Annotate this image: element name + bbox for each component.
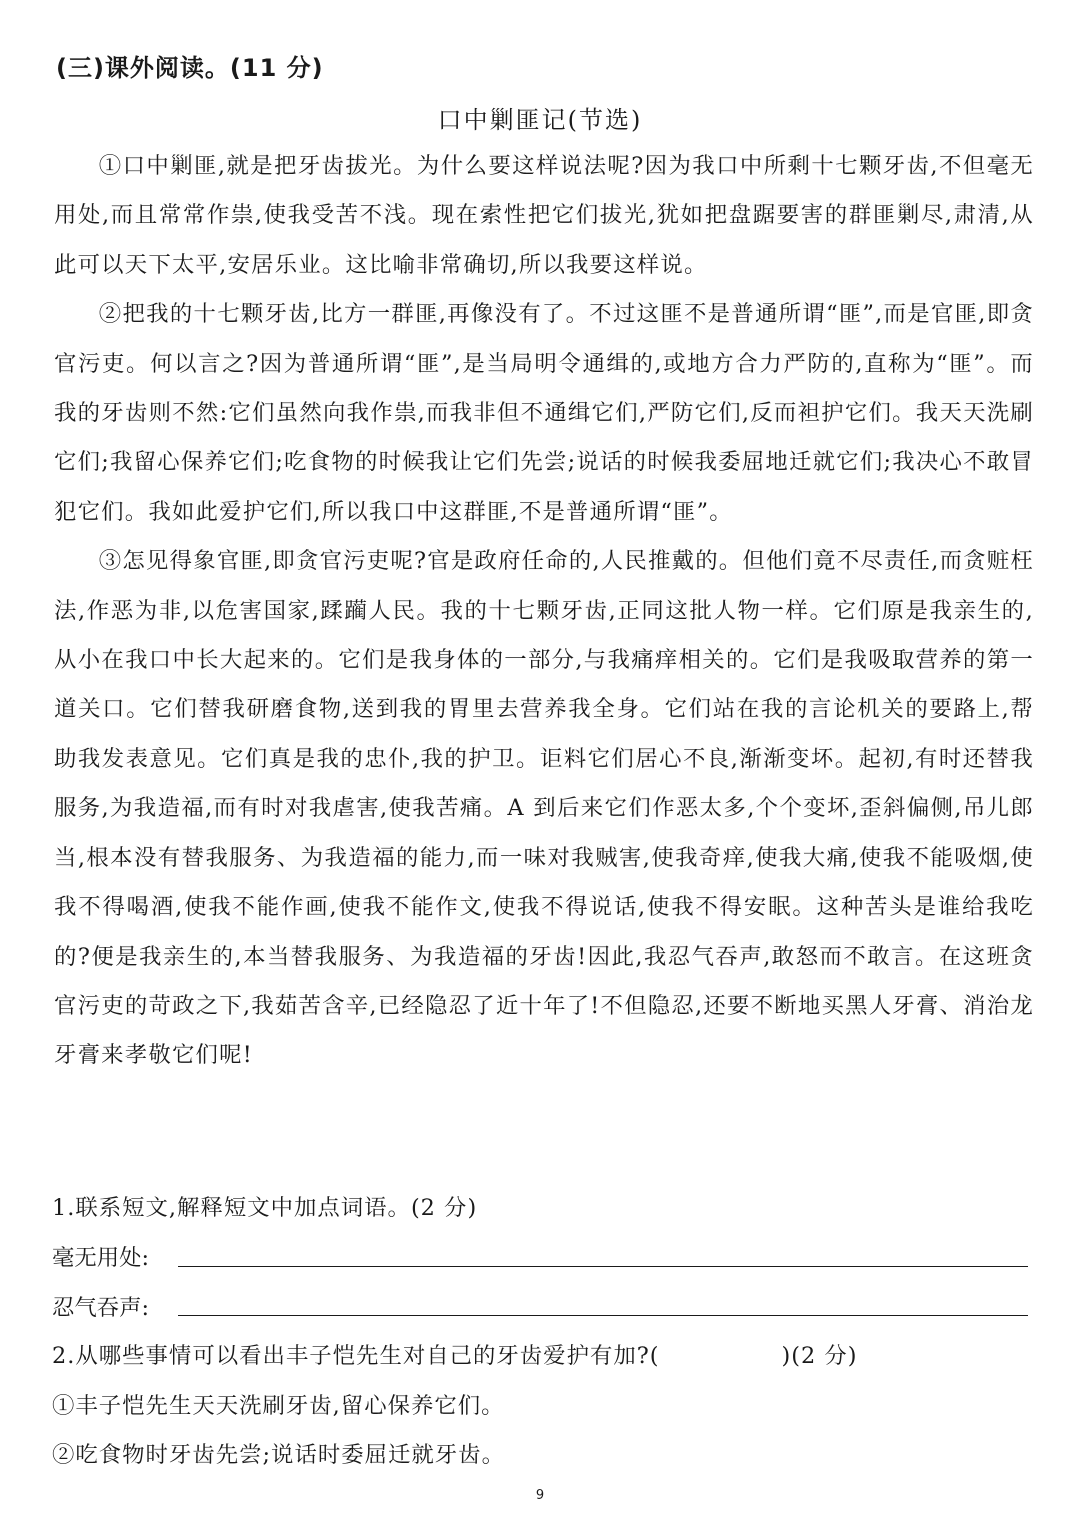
passage-paragraph-1: ①口中剿匪,就是把牙齿拔光。为什么要这样说法呢?因为我口中所剩十七颗牙齿,不但毫无用处,而且常常作祟,使我受苦不浅。现在索性把它们拔光,犹如把盘踞要害的群匪剿尽,肃清,从此可以天下太平,安居乐业。这比喻非常确切,所以我要这样说。 — [54, 153, 1034, 278]
option-2: ②吃食物时牙齿先尝;说话时委屈迁就牙齿。 — [52, 1442, 505, 1468]
reading-passage — [54, 142, 1034, 1081]
passage-paragraph-3: ③怎见得象官匪,即贪官污吏呢?官是政府任命的,人民推戴的。但他们竟不尽责任,而贪赃枉法,作恶为非,以危害国家,蹂躏人民。我的十七颗牙齿,正同这批人物一样。它们原是我亲生的,从小在我口中长大起来的。它们是我身体的一部分,与我痛痒相关的。它们是我吸取营养的第一道关口。它们替我研磨食物,送到我的胃里去营养我全身。它们站在我的言论机关的要路上,帮助我发表意见。它们真是我的忠仆,我的护卫。讵料它们居心不良,渐渐变坏。起初,有时还替我服务,为我造福,而有时对我虐害,使我苦痛。A 到后来它们作恶太多,个个变坏,歪斜偏侧,吊儿郎当,根本没有替我服务、为我造福的能力,而一味对我贼害,使我奇痒,使我大痛,使我不能吸烟,使我不得喝酒,使我不能作画,使我不能作文,使我不得说话,使我不得安眠。这种苦头是谁给我吃的?便是我亲生的,本当替我服务、为我造福的牙齿!因此,我忍气吞声,敢怒而不敢言。在这班贪官污吏的苛政之下,我茹苦含辛,已经隐忍了近十年了!不但隐忍,还要不断地买黑人牙膏、消治龙牙膏来孝敬它们呢! — [54, 548, 1034, 1069]
page-number: 9 — [535, 1488, 545, 1503]
blank-label-2: 忍气吞声: — [52, 1295, 150, 1321]
answer-line-1[interactable] — [178, 1266, 1028, 1267]
section-title: (三)课外阅读。(11 分) — [56, 54, 324, 82]
question-1-prompt: 1.联系短文,解释短文中加点词语。(2 分) — [52, 1195, 478, 1221]
question-2-text: 2.从哪些事情可以看出丰子恺先生对自己的牙齿爱护有加?( — [52, 1343, 660, 1369]
blank-label-1: 毫无用处: — [52, 1245, 150, 1271]
passage-paragraph-2: ②把我的十七颗牙齿,比方一群匪,再像没有了。不过这匪不是普通所谓“匪”,而是官匪,即贪官污吏。何以言之?因为普通所谓“匪”,是当局明令通缉的,或地方合力严防的,直称为“匪”。而我的牙齿则不然:它们虽然向我作祟,而我非但不通缉它们,严防它们,反而袒护它们。我天天洗刷它们;我留心保养它们;吃食物的时候我让它们先尝;说话的时候我委屈地迁就它们;我决心不敢冒犯它们。我如此爱护它们,所以我口中这群匪,不是普通所谓“匪”。 — [54, 301, 1034, 525]
answer-line-2[interactable] — [178, 1315, 1028, 1316]
question-2-prompt — [52, 1338, 857, 1370]
article-title: 口中剿匪记(节选) — [437, 106, 643, 134]
question-2-score: )(2 分) — [781, 1343, 858, 1369]
option-1: ①丰子恺先生天天洗刷牙齿,留心保养它们。 — [52, 1393, 505, 1419]
